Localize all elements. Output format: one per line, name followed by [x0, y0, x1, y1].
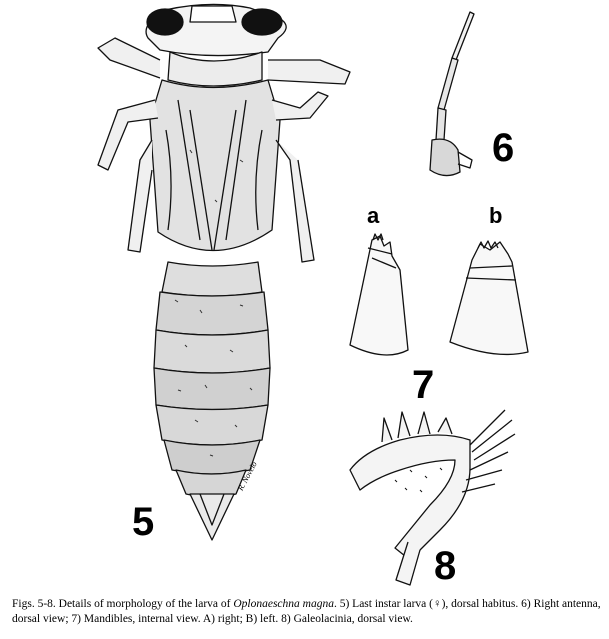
caption-text-part2: ), dorsal habitus. 6) Right antenna, dorsal view; 7) Mandibles, internal view. A) right; B) left. 8) Galeolacinia, dorsal view.	[12, 598, 601, 625]
antenna-drawing	[430, 12, 474, 176]
artist-signature: R. Novelo	[236, 460, 259, 493]
left-mandible-drawing	[450, 241, 528, 354]
caption-text-part1: . 5) Last instar larva (	[333, 598, 433, 610]
figure-number-8: 8	[434, 544, 457, 588]
figure-number-5: 5	[132, 500, 155, 544]
female-symbol: ♀	[432, 598, 442, 610]
caption-species-name: Oplonaeschna magna	[233, 598, 334, 610]
figure-number-6: 6	[492, 126, 515, 170]
subfigure-label-b: b	[489, 203, 503, 228]
figure-number-7: 7	[412, 363, 435, 407]
caption-lead: Figs. 5-8. Details of morphology of the larva of	[12, 598, 231, 610]
right-mandible-drawing	[350, 234, 408, 355]
larva-dorsal-habitus-drawing	[98, 4, 350, 544]
subfigure-label-a: a	[367, 203, 380, 228]
figure-caption	[12, 597, 602, 627]
galeolacinia-drawing	[350, 410, 515, 588]
